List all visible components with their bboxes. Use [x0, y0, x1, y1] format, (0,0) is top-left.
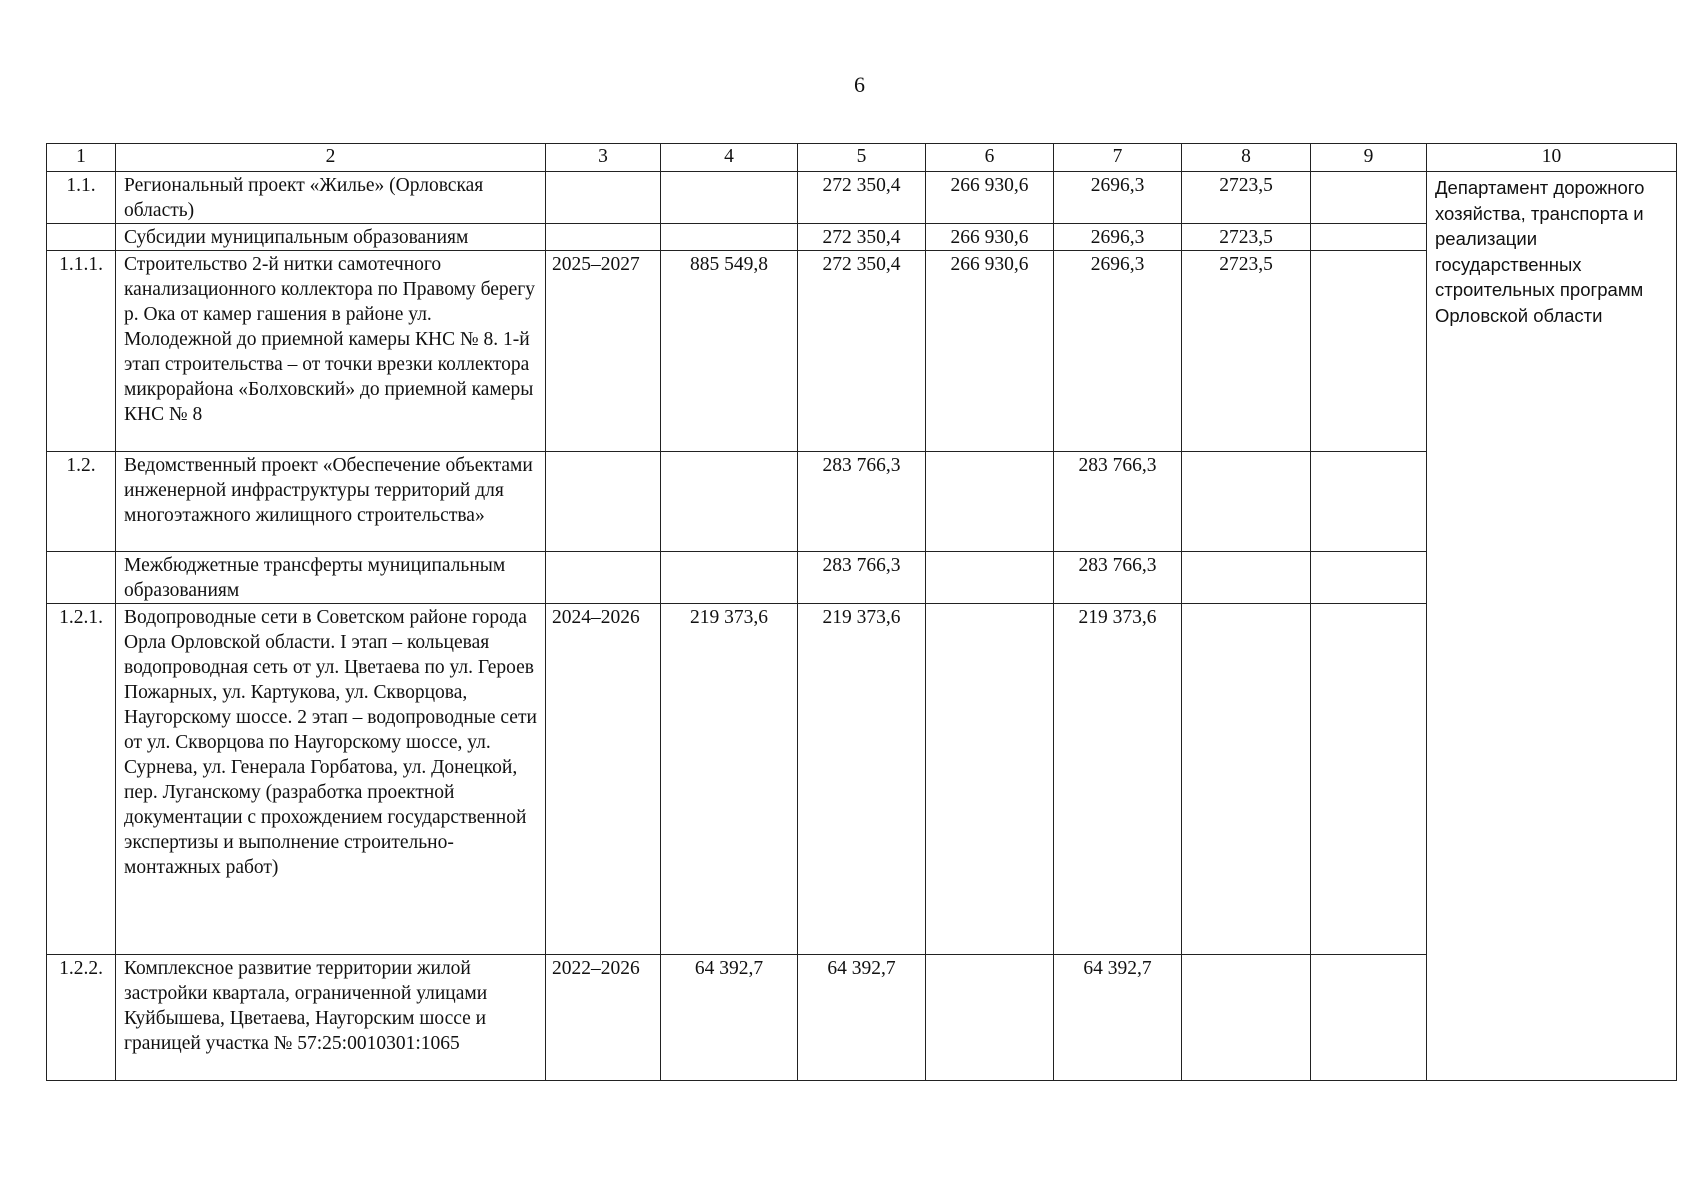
row-col7: 283 766,3: [1054, 552, 1182, 604]
row-col9: [1311, 452, 1427, 552]
row-col9: [1311, 224, 1427, 251]
row-col7: 2696,3: [1054, 251, 1182, 452]
row-col6: 266 930,6: [926, 224, 1054, 251]
row-col5: 272 350,4: [798, 172, 926, 224]
row-col6: [926, 604, 1054, 955]
row-number: [47, 224, 116, 251]
row-number: [47, 552, 116, 604]
row-name: Субсидии муниципальным образованиям: [116, 224, 546, 251]
row-col6: 266 930,6: [926, 172, 1054, 224]
row-period: 2025–2027: [546, 251, 661, 452]
row-col9: [1311, 552, 1427, 604]
row-col9: [1311, 604, 1427, 955]
column-number: 1: [47, 144, 116, 172]
row-period: 2022–2026: [546, 955, 661, 1081]
row-name: Региональный проект «Жилье» (Орловская область): [116, 172, 546, 224]
row-name: Водопроводные сети в Советском районе города Орла Орловской области. I этап – кольцевая водопроводная сеть от ул. Цветаева по ул. Героев Пожарных, ул. Картукова, ул. Скворцова, Наугорскому шоссе. 2 этап – водопроводные сети от ул. Скворцова по Наугорскому шоссе, ул. Сурнева, ул. Генерала Горбатова, ул. Донецкой, пер. Луганскому (разработка проектной документации с прохождением государственной экспертизы и выполнение строительно-монтажных работ): [116, 604, 546, 955]
row-col8: [1182, 604, 1311, 955]
program-table: [46, 143, 1677, 1081]
row-col6: [926, 452, 1054, 552]
row-col7: 2696,3: [1054, 224, 1182, 251]
page-number: 6: [854, 72, 865, 97]
row-total: [661, 224, 798, 251]
row-col8: [1182, 552, 1311, 604]
row-col5: 64 392,7: [798, 955, 926, 1081]
row-col5: 272 350,4: [798, 224, 926, 251]
row-col5: 283 766,3: [798, 552, 926, 604]
row-col8: [1182, 955, 1311, 1081]
row-col7: 219 373,6: [1054, 604, 1182, 955]
column-number-row: [47, 144, 1677, 172]
row-col5: 283 766,3: [798, 452, 926, 552]
row-col8: 2723,5: [1182, 172, 1311, 224]
row-period: 2024–2026: [546, 604, 661, 955]
row-total: [661, 452, 798, 552]
row-col8: 2723,5: [1182, 224, 1311, 251]
row-col9: [1311, 251, 1427, 452]
row-col5: 272 350,4: [798, 251, 926, 452]
row-period: [546, 224, 661, 251]
responsible-department: Департамент дорожного хозяйства, транспорта и реализации государственных строительных программ Орловской области: [1427, 172, 1677, 1081]
column-number: 6: [926, 144, 1054, 172]
column-number: 7: [1054, 144, 1182, 172]
row-col9: [1311, 955, 1427, 1081]
row-period: [546, 552, 661, 604]
column-number: 9: [1311, 144, 1427, 172]
column-number: 8: [1182, 144, 1311, 172]
row-period: [546, 172, 661, 224]
row-col6: [926, 552, 1054, 604]
row-name: Межбюджетные трансферты муниципальным образованиям: [116, 552, 546, 604]
column-number: 5: [798, 144, 926, 172]
row-total: [661, 552, 798, 604]
row-number: 1.2.2.: [47, 955, 116, 1081]
row-col7: 2696,3: [1054, 172, 1182, 224]
row-period: [546, 452, 661, 552]
column-number: 3: [546, 144, 661, 172]
row-col8: 2723,5: [1182, 251, 1311, 452]
row-col6: [926, 955, 1054, 1081]
row-number: 1.2.1.: [47, 604, 116, 955]
table-row: [47, 172, 1677, 224]
row-name: Ведомственный проект «Обеспечение объектами инженерной инфраструктуры территорий для многоэтажного жилищного строительства»: [116, 452, 546, 552]
row-number: 1.1.1.: [47, 251, 116, 452]
row-total: [661, 172, 798, 224]
row-col7: 64 392,7: [1054, 955, 1182, 1081]
row-number: 1.1.: [47, 172, 116, 224]
row-col9: [1311, 172, 1427, 224]
row-col6: 266 930,6: [926, 251, 1054, 452]
row-col7: 283 766,3: [1054, 452, 1182, 552]
row-name: Строительство 2-й нитки самотечного канализационного коллектора по Правому берегу р. Ока от камер гашения в районе ул. Молодежной до приемной камеры КНС № 8. 1-й этап строительства – от точки врезки коллектора микрорайона «Болховский» до приемной камеры КНС № 8: [116, 251, 546, 452]
row-col8: [1182, 452, 1311, 552]
row-col5: 219 373,6: [798, 604, 926, 955]
column-number: 10: [1427, 144, 1677, 172]
row-name: Комплексное развитие территории жилой застройки квартала, ограниченной улицами Куйбышева, Цветаева, Наугорским шоссе и границей участка № 57:25:0010301:1065: [116, 955, 546, 1081]
column-number: 2: [116, 144, 546, 172]
row-total: 64 392,7: [661, 955, 798, 1081]
row-total: 219 373,6: [661, 604, 798, 955]
row-total: 885 549,8: [661, 251, 798, 452]
column-number: 4: [661, 144, 798, 172]
row-number: 1.2.: [47, 452, 116, 552]
